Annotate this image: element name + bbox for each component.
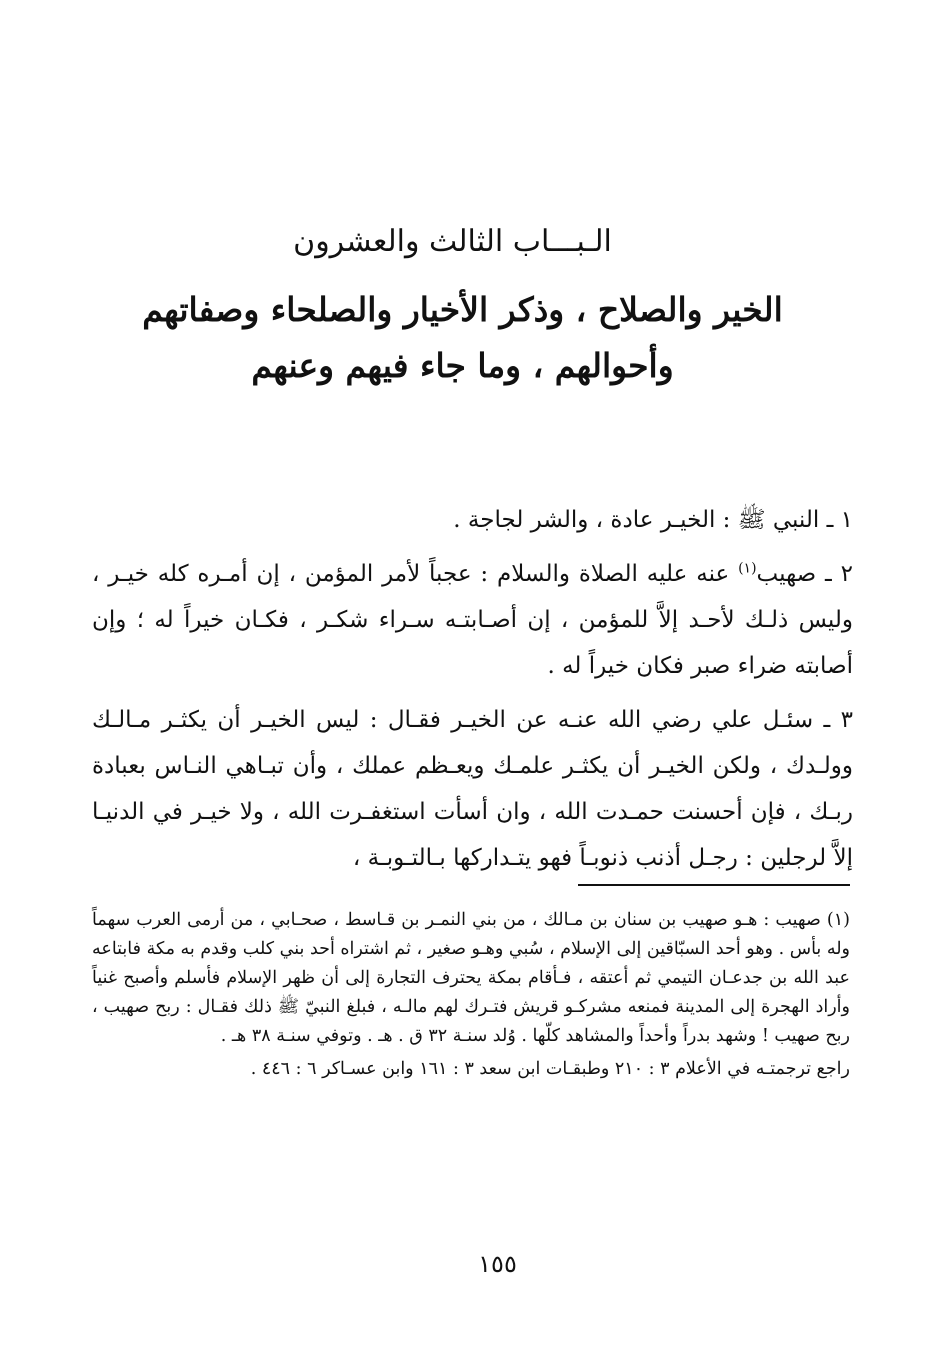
paragraph-1 [92,497,853,543]
footnote-references: راجع ترجمتـه في الأعلام ٣ : ٢١٠ وطبقـات ابن سعد ٣ : ١٦١ وابن عسـاكر ٦ : ٤٤٦ . [250,1059,850,1079]
chapter-title-line-1: الخير والصلاح ، وذكر الأخيار والصلحاء وصفاتهم [142,290,783,329]
paragraph-lead: صهيب [756,561,817,587]
paragraph-text: النبي ﷺ : الخيـر عادة ، والشر لجاجة . [453,507,820,533]
footnote-1: (١) صهيب : هـو صهيب بن سنان بن مـالك ، من بني النمـر بن قـاسط ، صحـابي ، من أرمى العرب سهماً وله بأس . وهو أحد السبّاقين إلى الإسلام ، سُبي وهـو صغير ، ثم اشتراه أحد بني كلب وقدم به مكة فابتاعه عبد الله بن جدعـان التيمي ثم أعتقه ، فـأقام بمكة يحترف التجارة إلى أن ظهر الإسلام فأسلم وأصبح غنياً وأراد الهجرة إلى المدينة فمنعه مشركـو قريش فتـرك لهم مالـه ، فبلغ النبيّ ﷺ ذلك فقـال : ربح صهيب ، ربح صهيب ! وشهد بدراً وأحداً والمشاهد كلّها . وُلد سنـة ٣٢ ق . هـ . وتوفي سنـة ٣٨ هـ . [92,910,850,1046]
paragraph-2 [92,551,853,689]
paragraph-number: ٢ ـ [825,561,853,587]
footnote-divider [578,884,850,886]
footnotes [92,906,850,1088]
footnote-reference: (١) [738,560,757,577]
chapter-title-line-2: وأحوالهم ، وما جاء فيهم وعنهم [251,346,674,385]
page-number: ١٥٥ [478,1250,517,1278]
paragraph-number: ٣ ـ [823,707,853,733]
paragraph-3 [92,697,853,881]
chapter-title [120,282,805,394]
main-text [92,497,853,889]
paragraph-text: سئـل علي رضي الله عنـه عن الخيـر فقـال : ليس الخيـر أن يكثـر مـالـك وولـدك ، ولكن الخيـر أن يكثـر علمـك ويعـظم عملك ، وأن تبـاهي النـاس بعبادة ربـك ، فإن أحسنت حمـدت الله ، وان أسأت استغفـرت الله ، ولا خيـر في الدنيـا إلاَّ لرجلين : رجـل أذنب ذنوبـاً فهو يتـداركها بـالتـوبـة ، [92,707,853,871]
paragraph-number: ١ ـ [826,507,853,533]
paragraph-text: عنه عليه الصلاة والسلام : عجباً لأمر المؤمن ، إن أمـره كله خيـر ، وليس ذلـك لأحـد إلاَّ للمؤمن ، إن أصـابتـه سـراء شكـر ، فكـان خيراً له ؛ وإن أصابته ضراء صبر فكان خيراً له . [92,561,853,679]
chapter-label: الـبـــاب الثالث والعشرون [293,224,612,259]
